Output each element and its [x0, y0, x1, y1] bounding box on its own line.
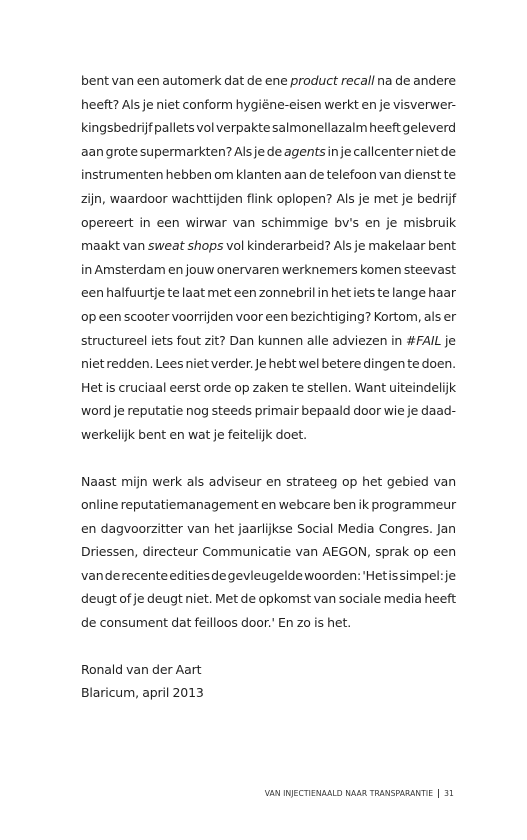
word: bent — [81, 73, 109, 88]
word: een — [98, 308, 122, 324]
word: Congres. — [378, 520, 433, 536]
word: deugt — [147, 591, 183, 607]
word: dagvoorzitter — [100, 520, 183, 536]
word: sprak — [375, 544, 409, 560]
word: dienst — [403, 167, 442, 183]
word: edities — [169, 567, 210, 583]
word: een — [156, 214, 180, 230]
text-line — [81, 167, 456, 191]
word: als — [423, 308, 442, 324]
word: van — [187, 520, 210, 536]
word: opereert — [81, 214, 134, 230]
word: te — [407, 356, 420, 372]
word: laat — [181, 285, 205, 301]
word: Driessen, — [81, 544, 139, 560]
text-line — [81, 662, 456, 686]
word: is — [388, 567, 399, 583]
word: 'Het — [362, 567, 388, 583]
word: aan — [283, 167, 307, 183]
word: je — [254, 143, 265, 159]
word: je — [142, 96, 154, 112]
text-line — [81, 403, 456, 427]
text-line — [81, 97, 456, 121]
word: simpel: — [399, 567, 444, 583]
word: en — [81, 520, 97, 536]
word: de — [440, 143, 456, 159]
word: strateeg — [286, 473, 338, 489]
word: de — [104, 567, 121, 583]
word: werkelijk bent en wat je feitelijk doet. — [81, 426, 308, 442]
paragraph — [81, 662, 456, 709]
text-line — [81, 685, 456, 709]
word: bedrijf — [416, 190, 456, 206]
word: je — [445, 567, 456, 583]
word: gebied — [386, 473, 429, 489]
word: Blaricum, april 2013 — [81, 685, 204, 701]
word: een — [136, 73, 160, 88]
word: iets — [150, 332, 173, 348]
word: niet — [156, 96, 180, 112]
word: primair — [254, 403, 299, 419]
word: het — [213, 520, 235, 536]
word: verpakte — [215, 120, 271, 136]
word: Social — [297, 520, 334, 536]
word: doen. — [421, 356, 456, 372]
word: van — [379, 167, 402, 183]
word: te — [167, 285, 180, 301]
word: van — [111, 73, 135, 88]
word: de — [240, 591, 256, 607]
text-line — [81, 497, 456, 521]
text-line — [81, 521, 456, 545]
word: de — [211, 567, 227, 583]
word: dingen — [363, 356, 406, 372]
footer-divider — [438, 789, 439, 798]
word: wachttijden — [171, 190, 243, 206]
text-line — [81, 427, 456, 451]
word: bent — [428, 238, 456, 254]
word: Want — [354, 379, 386, 395]
word: geleverd — [402, 120, 456, 136]
word: komen — [359, 261, 402, 277]
word: AEGON, — [322, 544, 371, 560]
word: Naast — [81, 473, 117, 489]
word: Amsterdam — [94, 261, 166, 277]
word: nog — [185, 403, 209, 419]
text-line — [81, 215, 456, 239]
word: te — [443, 167, 456, 183]
word: directeur — [142, 544, 198, 560]
word: door — [353, 403, 382, 419]
word: om — [214, 167, 234, 183]
word: jaarlijkse — [238, 520, 293, 536]
word: alle — [306, 332, 329, 348]
word: ben — [333, 497, 357, 513]
word: klanten — [235, 167, 282, 183]
word: media — [383, 591, 422, 607]
paragraph — [81, 474, 456, 639]
emphasis-text: #FAIL — [405, 332, 442, 348]
text-line — [81, 544, 456, 568]
word: Communicatie — [202, 544, 292, 560]
word: een — [233, 285, 257, 301]
word: te — [291, 379, 304, 395]
word: Als — [121, 96, 140, 112]
text-line — [81, 615, 456, 639]
word: zijn, — [81, 190, 106, 206]
word: Media — [337, 520, 375, 536]
word: op — [234, 379, 250, 395]
word: Kortom, — [373, 308, 422, 324]
word: het — [330, 285, 351, 301]
word: online — [81, 497, 119, 513]
word: recente — [121, 567, 168, 583]
word: en — [260, 497, 277, 513]
word: zaken — [252, 379, 289, 395]
word: een — [81, 285, 104, 301]
word: haar — [428, 285, 456, 301]
word: woorden: — [304, 567, 362, 583]
word: van — [295, 544, 318, 560]
text-line — [81, 474, 456, 498]
word: cruciaal — [118, 379, 167, 395]
word: van — [313, 591, 337, 607]
word: de consument dat feilloos door.' En zo is het. — [81, 615, 352, 631]
text-line — [81, 591, 456, 615]
word: op — [342, 473, 358, 489]
word: Als — [234, 143, 253, 159]
word: webcare — [278, 497, 331, 513]
word: structureel — [81, 332, 148, 348]
word: werkt — [324, 96, 359, 112]
word: je — [444, 332, 456, 348]
running-title: VAN INJECTIENAALD NAAR TRANSPARANTIE — [264, 789, 434, 798]
text-line — [81, 568, 456, 592]
word: iets — [353, 285, 376, 301]
word: verder. — [210, 356, 254, 372]
word: bezichtiging? — [290, 308, 372, 324]
word: werk — [152, 473, 182, 489]
text-line — [81, 73, 456, 97]
word: hebt — [268, 356, 297, 372]
word: van — [232, 214, 256, 230]
word: word — [81, 403, 112, 419]
word: reputatiemanagement — [120, 497, 259, 513]
word: de — [266, 143, 283, 159]
text-line — [81, 380, 456, 404]
word: aan — [81, 143, 104, 159]
word: je — [407, 403, 419, 419]
word: en — [364, 214, 381, 230]
word: hebben — [165, 167, 212, 183]
word: steevast — [403, 261, 456, 277]
word: met — [207, 285, 232, 301]
word: lange — [391, 285, 426, 301]
word: steeds — [211, 403, 252, 419]
word: niet — [185, 356, 209, 372]
word: visverwer- — [393, 96, 456, 112]
word: en — [361, 96, 377, 112]
word: wel — [298, 356, 320, 372]
word: heeft — [369, 120, 401, 136]
word: in — [81, 261, 93, 277]
word: op — [413, 544, 429, 560]
word: werknemers — [281, 261, 358, 277]
word: adviezen — [332, 332, 388, 348]
emphasis-text: agents — [283, 143, 326, 159]
word: niet — [415, 143, 439, 159]
word: zit? — [204, 332, 226, 348]
word: oplopen? — [276, 190, 333, 206]
word: instrumenten — [81, 167, 164, 183]
word: Als — [333, 238, 352, 254]
word: je — [133, 591, 145, 607]
word: bepaald — [301, 403, 351, 419]
word: waardoor — [109, 190, 168, 206]
paragraph-gap — [81, 639, 456, 662]
word: in — [139, 214, 151, 230]
word: in — [391, 332, 403, 348]
word: telefoon — [326, 167, 377, 183]
word: conform — [182, 96, 233, 112]
word: niet. — [185, 591, 213, 607]
word: ik — [358, 497, 369, 513]
word: het — [362, 473, 383, 489]
word: niet — [81, 356, 105, 372]
word: flink — [246, 190, 273, 206]
word: halfuurtje — [106, 285, 166, 301]
paragraph — [81, 73, 456, 451]
paragraph-gap — [81, 451, 456, 474]
word: hygiëne-eisen — [235, 96, 322, 112]
word: bv's — [334, 214, 359, 230]
word: heeft? — [81, 96, 120, 112]
word: stellen. — [307, 379, 352, 395]
word: op — [81, 308, 97, 324]
word: je — [402, 190, 413, 206]
text-line — [81, 262, 456, 286]
word: adviseur — [208, 473, 262, 489]
text-line — [81, 191, 456, 215]
word: opkomst — [258, 591, 312, 607]
word: in — [317, 285, 329, 301]
word: kingsbedrijf — [81, 120, 153, 136]
word: automerk — [162, 73, 222, 88]
word: vol — [226, 238, 245, 254]
word: de — [395, 73, 411, 88]
word: grote — [105, 143, 138, 159]
word: deugt — [81, 591, 117, 607]
word: Jan — [437, 520, 456, 536]
word: je — [379, 96, 391, 112]
word: Ronald van der Aart — [81, 661, 202, 677]
word: voorrijden — [171, 308, 234, 324]
word: uiteindelijk — [389, 379, 456, 395]
word: reputatie — [127, 403, 184, 419]
word: maakt — [81, 238, 120, 254]
word: eerst — [169, 379, 201, 395]
word: je — [340, 143, 352, 159]
word: kunnen — [257, 332, 304, 348]
word: redden. — [106, 356, 154, 372]
word: de — [309, 167, 325, 183]
page-number: 31 — [444, 789, 454, 798]
word: te — [377, 285, 390, 301]
word: schimmige — [261, 214, 329, 230]
word: vol — [196, 120, 215, 136]
word: van — [81, 567, 104, 583]
word: wie — [383, 403, 405, 419]
word: je — [358, 190, 370, 206]
text-line — [81, 333, 456, 357]
word: Je — [255, 356, 267, 372]
text-line — [81, 120, 456, 144]
word: ene — [264, 73, 288, 88]
word: kinderarbeid? — [246, 238, 331, 254]
word: als — [186, 473, 204, 489]
word: Het — [81, 379, 103, 395]
word: van — [122, 238, 146, 254]
word: zonnebril — [258, 285, 316, 301]
word: en — [265, 473, 282, 489]
page-footer — [265, 789, 454, 798]
word: met — [373, 190, 398, 206]
word: voor — [235, 308, 263, 324]
word: Lees — [155, 356, 184, 372]
word: daad- — [420, 403, 456, 419]
word: of — [119, 591, 131, 607]
word: orde — [203, 379, 232, 395]
text-line — [81, 285, 456, 309]
text-line — [81, 144, 456, 168]
word: betere — [321, 356, 362, 372]
word: programmeur — [371, 497, 456, 513]
word: je — [354, 238, 366, 254]
word: je — [113, 403, 125, 419]
word: callcenter — [353, 143, 414, 159]
text-line — [81, 309, 456, 333]
word: misbruik — [403, 214, 456, 230]
word: scooter — [123, 308, 170, 324]
emphasis-text: product recall — [290, 73, 375, 88]
word: pallets — [153, 120, 195, 136]
word: supermarkten? — [139, 143, 233, 159]
word: een — [433, 544, 456, 560]
word: Dan — [229, 332, 255, 348]
word: in — [327, 143, 339, 159]
word: mijn — [121, 473, 148, 489]
word: sociale — [338, 591, 381, 607]
word: gevleugelde — [227, 567, 303, 583]
word: andere — [413, 73, 456, 88]
word: makelaar — [368, 238, 426, 254]
word: en — [168, 261, 184, 277]
word: van — [433, 473, 456, 489]
word: fout — [176, 332, 201, 348]
word: jouw — [185, 261, 215, 277]
word: Met — [215, 591, 238, 607]
word: wirwar — [185, 214, 227, 230]
word: salmonellazalm — [272, 120, 368, 136]
word: de — [246, 73, 263, 88]
text-line — [81, 238, 456, 262]
word: er — [443, 308, 456, 324]
word: een — [265, 308, 289, 324]
text-line — [81, 356, 456, 380]
word: is — [105, 379, 116, 395]
word: je — [386, 214, 398, 230]
word: heeft — [424, 591, 456, 607]
word: na — [377, 73, 393, 88]
word: dat — [224, 73, 245, 88]
word: Als — [336, 190, 355, 206]
emphasis-text: sweat shops — [147, 238, 224, 254]
body-text — [81, 73, 456, 709]
word: onervaren — [216, 261, 280, 277]
